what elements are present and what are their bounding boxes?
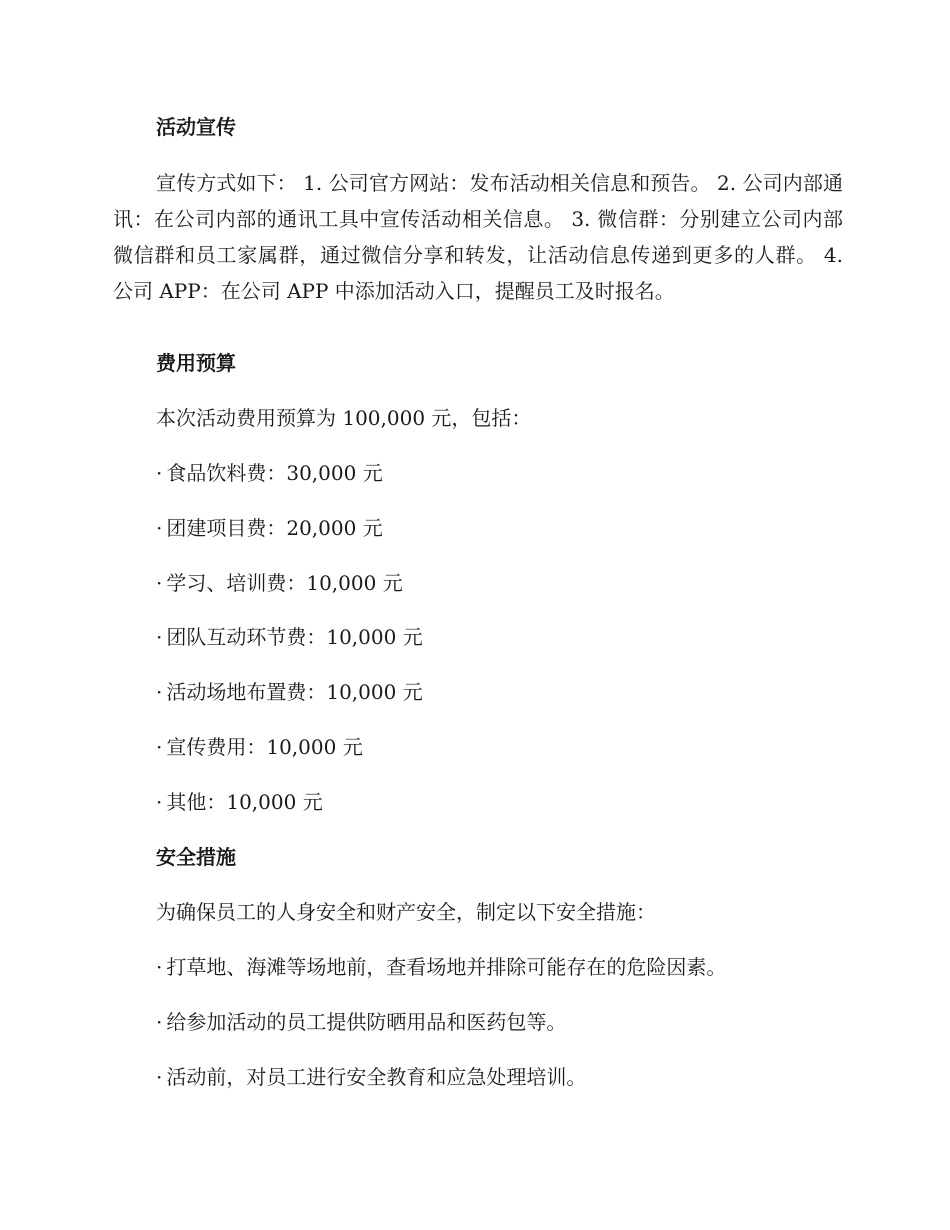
promotion-paragraph: 宣传方式如下： 1. 公司官方网站：发布活动相关信息和预告。 2. 公司内部通讯：在公司内部的通讯工具中宣传活动相关信息。 3. 微信群：分别建立公司内部微信群和员工家属群，通过微信分享和转发，让活动信息传递到更多的人群。 4. 公司 APP：在公司 APP 中添加活动入口，提醒员工及时报名。 [113,171,843,303]
budget-item [156,678,423,706]
budget-item-text: 其他：10,000 元 [166,790,323,814]
budget-item-text: 学习、培训费：10,000 元 [166,571,403,595]
budget-intro: 本次活动费用预算为 100,000 元，包括： [156,406,532,430]
safety-intro: 为确保员工的人身安全和财产安全，制定以下安全措施： [156,900,656,924]
budget-item-text: 宣传费用：10,000 元 [166,735,363,759]
budget-item-text: 食品饮料费：30,000 元 [166,461,383,485]
section-heading-safety: 安全措施 [156,845,236,869]
bullet-icon: · [156,1065,163,1089]
budget-item-text: 活动场地布置费：10,000 元 [166,680,423,704]
safety-item-text: 打草地、海滩等场地前，查看场地并排除可能存在的危险因素。 [166,955,727,979]
bullet-icon: · [156,461,163,485]
bullet-icon: · [156,625,163,649]
bullet-icon: · [156,735,163,759]
bullet-icon: · [156,571,163,595]
budget-item [156,514,383,542]
budget-item [156,788,323,816]
bullet-icon: · [156,680,163,704]
safety-item [156,1008,566,1036]
safety-item [156,953,726,981]
section-heading-promotion: 活动宣传 [156,115,236,139]
bullet-icon: · [156,790,163,814]
budget-item [156,569,403,597]
budget-item [156,623,423,651]
safety-item-text: 给参加活动的员工提供防晒用品和医药包等。 [166,1010,567,1034]
bullet-icon: · [156,1010,163,1034]
budget-item [156,459,383,487]
safety-item [156,1063,586,1091]
budget-item-text: 团队互动环节费：10,000 元 [166,625,423,649]
budget-item [156,733,363,761]
section-heading-budget: 费用预算 [156,351,236,375]
bullet-icon: · [156,516,163,540]
budget-item-text: 团建项目费：20,000 元 [166,516,383,540]
safety-item-text: 活动前，对员工进行安全教育和应急处理培训。 [166,1065,587,1089]
bullet-icon: · [156,955,163,979]
